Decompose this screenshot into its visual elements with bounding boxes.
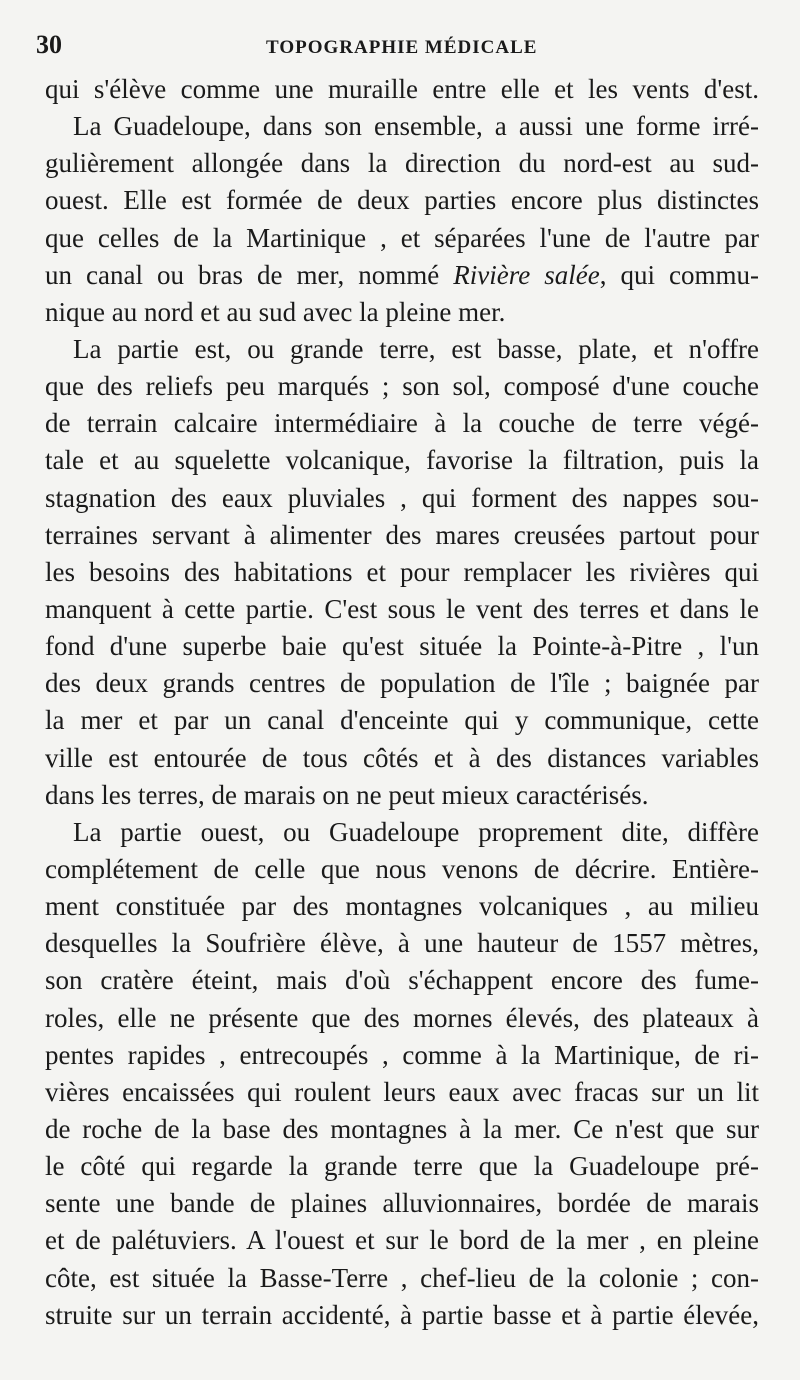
text-line: de roche de la base des montagnes à la mer. Ce n'est que sur xyxy=(45,1113,759,1144)
text-line: La Guadeloupe, dans son ensemble, a aussi une forme irré- xyxy=(73,111,759,142)
text-line: La partie est, ou grande terre, est basse, plate, et n'offre xyxy=(73,333,759,364)
text-line: tale et au squelette volcanique, favorise la filtration, puis la xyxy=(45,445,759,476)
text-line: les besoins des habitations et pour remplacer les rivières qui xyxy=(45,556,759,587)
text-line: La partie ouest, ou Guadeloupe proprement dite, diffère xyxy=(73,816,759,847)
text-line: fond d'une superbe baie qu'est située la Pointe-à-Pitre , l'un xyxy=(45,631,759,662)
text-line: ment constituée par des montagnes volcaniques , au milieu xyxy=(45,891,759,922)
italic-term: Rivière salée xyxy=(453,259,600,290)
page-number: 30 xyxy=(36,30,62,59)
text-line: qui s'élève comme une muraille entre elle et les vents d'est. xyxy=(45,74,759,104)
text-line: sente une bande de plaines alluvionnaires, bordée de marais xyxy=(45,1188,759,1219)
text-line: son cratère éteint, mais d'où s'échappent encore des fume- xyxy=(45,965,759,996)
text-line: gulièrement allongée dans la direction du nord-est au sud- xyxy=(45,148,759,179)
text-line: des deux grands centres de population de l'île ; baignée par xyxy=(45,668,759,699)
text-line: ville est entourée de tous côtés et à des distances variables xyxy=(45,742,759,773)
text-fragment: , qui commu- xyxy=(599,259,760,290)
text-line: manquent à cette partie. C'est sous le vent des terres et dans le xyxy=(45,593,759,624)
text-line: struite sur un terrain accidenté, à partie basse et à partie élevée, xyxy=(45,1299,759,1330)
text-line: pentes rapides , entrecoupés , comme à la Martinique, de ri- xyxy=(45,1039,759,1070)
text-line: dans les terres, de marais on ne peut mieux caractérisés. xyxy=(45,779,649,810)
text-line: stagnation des eaux pluviales , qui forment des nappes sou- xyxy=(45,482,759,513)
text-line: roles, elle ne présente que des mornes élevés, des plateaux à xyxy=(45,1002,759,1033)
text-line: la mer et par un canal d'enceinte qui y communique, cette xyxy=(45,705,759,736)
running-head xyxy=(36,30,760,64)
text-line: ouest. Elle est formée de deux parties encore plus distinctes xyxy=(45,185,759,216)
text-line: le côté qui regarde la grande terre que la Guadeloupe pré- xyxy=(45,1151,759,1182)
text-line: que des reliefs peu marqués ; son sol, composé d'une couche xyxy=(45,371,759,402)
body-text xyxy=(45,71,759,1334)
running-title: TOPOGRAPHIE MÉDICALE xyxy=(266,37,538,58)
text-line: terraines servant à alimenter des mares creusées partout pour xyxy=(45,519,759,550)
text-line: desquelles la Soufrière élève, à une hauteur de 1557 mètres, xyxy=(45,928,759,959)
text-line xyxy=(45,257,759,294)
text-line: et de palétuviers. A l'ouest et sur le bord de la mer , en pleine xyxy=(45,1225,759,1256)
text-line: que celles de la Martinique , et séparées l'une de l'autre par xyxy=(45,222,759,253)
text-line: côte, est située la Basse-Terre , chef-lieu de la colonie ; con- xyxy=(45,1262,759,1293)
text-line: nique au nord et au sud avec la pleine mer. xyxy=(45,296,506,327)
text-line: vières encaissées qui roulent leurs eaux avec fracas sur un lit xyxy=(45,1076,759,1107)
text-fragment: un canal ou bras de mer, nommé xyxy=(45,259,440,290)
text-line: de terrain calcaire intermédiaire à la couche de terre végé- xyxy=(45,408,759,439)
text-line: complétement de celle que nous venons de décrire. Entière- xyxy=(45,853,759,884)
